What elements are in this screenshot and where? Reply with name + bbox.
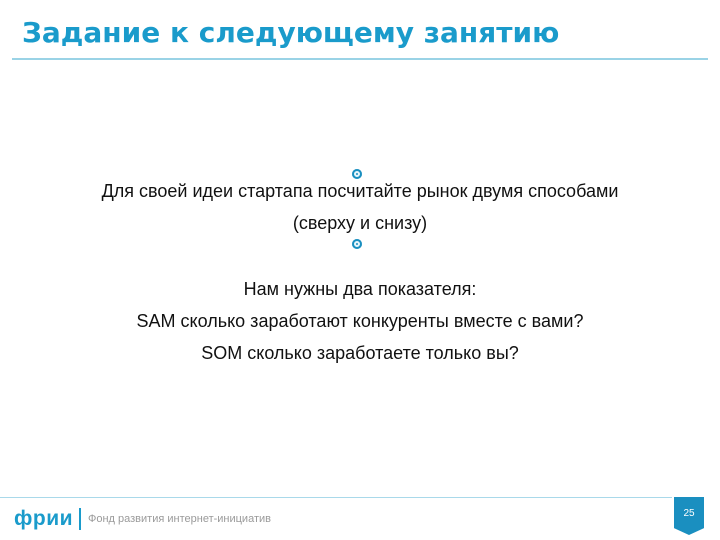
title-divider	[12, 58, 708, 60]
page-number: 25	[683, 508, 695, 519]
body-line-sam: SAM сколько заработают конкуренты вместе с вами?	[136, 311, 584, 331]
slide-title: Задание к следующему занятию	[22, 16, 560, 49]
body-line-indicators: Нам нужны два показателя:	[243, 279, 477, 299]
footer-divider	[0, 497, 672, 498]
bullet-dot-icon	[352, 239, 362, 249]
bullet-dot-icon	[352, 169, 362, 179]
body-line-task: Для своей идеи стартапа посчитайте рынок двумя способами	[101, 181, 619, 201]
logo-separator	[79, 508, 81, 530]
frii-logo: фрии	[14, 507, 74, 530]
body-line-som: SOM сколько заработаете только вы?	[201, 343, 519, 363]
body-line-task-continued: (сверху и снизу)	[292, 213, 428, 233]
organization-name: Фонд развития интернет-инициатив	[88, 513, 271, 525]
